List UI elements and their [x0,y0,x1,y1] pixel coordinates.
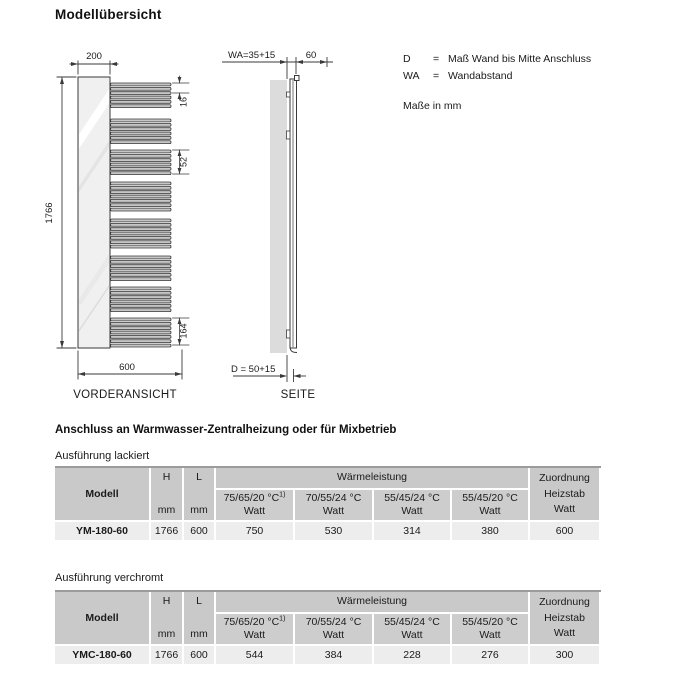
legend-equals: = [433,70,440,82]
table-row [55,522,601,540]
wall-bracket [287,131,291,139]
wall [270,80,287,353]
table-caption-verchromt: Ausführung verchromt [55,572,164,584]
legend [403,53,591,87]
cell-watt-4: 380 [452,522,530,540]
dim-label-1766: 1766 [44,202,55,224]
cell-modell: YM-180-60 [55,522,151,540]
unit-mm: mm [157,504,176,516]
legend-term: D [403,53,411,65]
arrow [71,62,78,66]
unit-mm: mm [190,504,208,516]
col-header-temp-4: 55/45/20 °C Watt [452,614,530,646]
radiator-tubes [111,83,172,347]
cell-watt-1: 544 [216,646,295,664]
cell-watt-4: 276 [452,646,530,664]
arrow [178,77,182,83]
cell-heizstab: 600 [530,522,601,540]
dim-label-wa: WA=35+15 [228,50,276,61]
cell-modell: YMC-180-60 [55,646,151,664]
arrow [280,60,287,64]
table-row [55,646,601,664]
dim-200 [70,61,118,74]
spec-table-verchromt [55,590,601,664]
col-header-temp-1: 75/65/20 $^\circ C^{1)}$ Watt [216,614,295,646]
dim-right-ticks [173,76,190,345]
col-header-h [151,468,184,522]
dim-label-16: 16 [178,96,189,108]
col-header-temp-4: 55/45/20 °C Watt [452,490,530,522]
front-view-label: VORDERANSICHT [73,389,177,401]
legend-equals: = [433,53,440,65]
arrow [60,77,64,84]
front-view-drawing [44,51,189,401]
table-caption-lackiert: Ausführung lackiert [55,450,150,462]
side-view-label: SEITE [280,389,316,401]
dim-label-d: D = 50+15 [231,364,276,375]
wall-bracket [287,92,291,97]
cell-watt-3: 228 [374,646,452,664]
col-header-waermeleistung: Wärmeleistung [216,592,530,614]
dim-label-200: 200 [86,51,102,62]
cell-watt-3: 314 [374,522,452,540]
cell-watt-2: 530 [295,522,374,540]
wall-bracket [287,330,291,338]
cell-watt-2: 384 [295,646,374,664]
header-zuordnung: Zuordnung [539,472,590,485]
col-header-l: L mm [184,592,216,646]
dim-label-52: 52 [178,156,189,168]
dim-1766 [57,77,76,348]
col-header-temp-2: 70/55/24 °C Watt [295,490,374,522]
arrow [280,374,287,378]
col-header-modell: Modell [55,468,151,522]
cell-watt-1: 750 [216,522,295,540]
col-header-waermeleistung: Wärmeleistung [216,468,530,490]
arrow [178,150,182,156]
legend-definition: Maß Wand bis Mitte Anschluss [448,53,592,65]
col-header-h: H mm [151,592,184,646]
header-h: H [162,471,171,483]
arrow [320,60,327,64]
col-header-temp-3: 55/45/24 °C Watt [374,490,452,522]
arrow [178,168,182,174]
cell-l: 600 [184,646,216,664]
arrow [110,62,117,66]
cell-h: 1766 [151,646,184,664]
units-note: Maße in mm [403,100,462,112]
col-header-l [184,468,216,522]
arrow [78,372,85,376]
page-title: Modellübersicht [55,7,162,22]
header-heizstab: Heizstab [544,487,585,500]
cell-heizstab: 300 [530,646,601,664]
dim-label-164: 164 [178,323,189,339]
col-header-temp-1: 75/65/20 $^\circ C^{1)}$ Watt [216,490,295,522]
top-bracket [295,76,300,81]
col-header-temp-3: 55/45/24 °C Watt [374,614,452,646]
arrow [175,372,182,376]
legend-term: WA [403,70,420,82]
col-header-zuordnung: Zuordnung Heizstab Watt [530,592,601,646]
col-header-zuordnung [530,468,601,522]
legend-row-d [403,53,591,66]
header-l: L [196,471,202,483]
side-view-drawing [222,50,333,401]
cell-l: 600 [184,522,216,540]
footnote-marker: 1) [279,491,286,499]
arrow [178,318,182,324]
dim-label-600: 600 [119,362,135,373]
col-header-modell: Modell [55,592,151,646]
section-heading: Anschluss an Warmwasser-Zentralheizung oder für Mixbetrieb [55,424,397,436]
arrow [178,339,182,345]
legend-definition: Wandabstand [448,70,513,82]
arrow [296,60,303,64]
cell-h: 1766 [151,522,184,540]
col-header-temp-2: 70/55/24 °C Watt [295,614,374,646]
arrow [60,341,64,348]
unit-watt: Watt [553,503,576,516]
spec-table-lackiert [55,466,601,540]
legend-row-wa [403,70,591,83]
dim-label-60: 60 [305,50,317,61]
arrow [294,374,301,378]
